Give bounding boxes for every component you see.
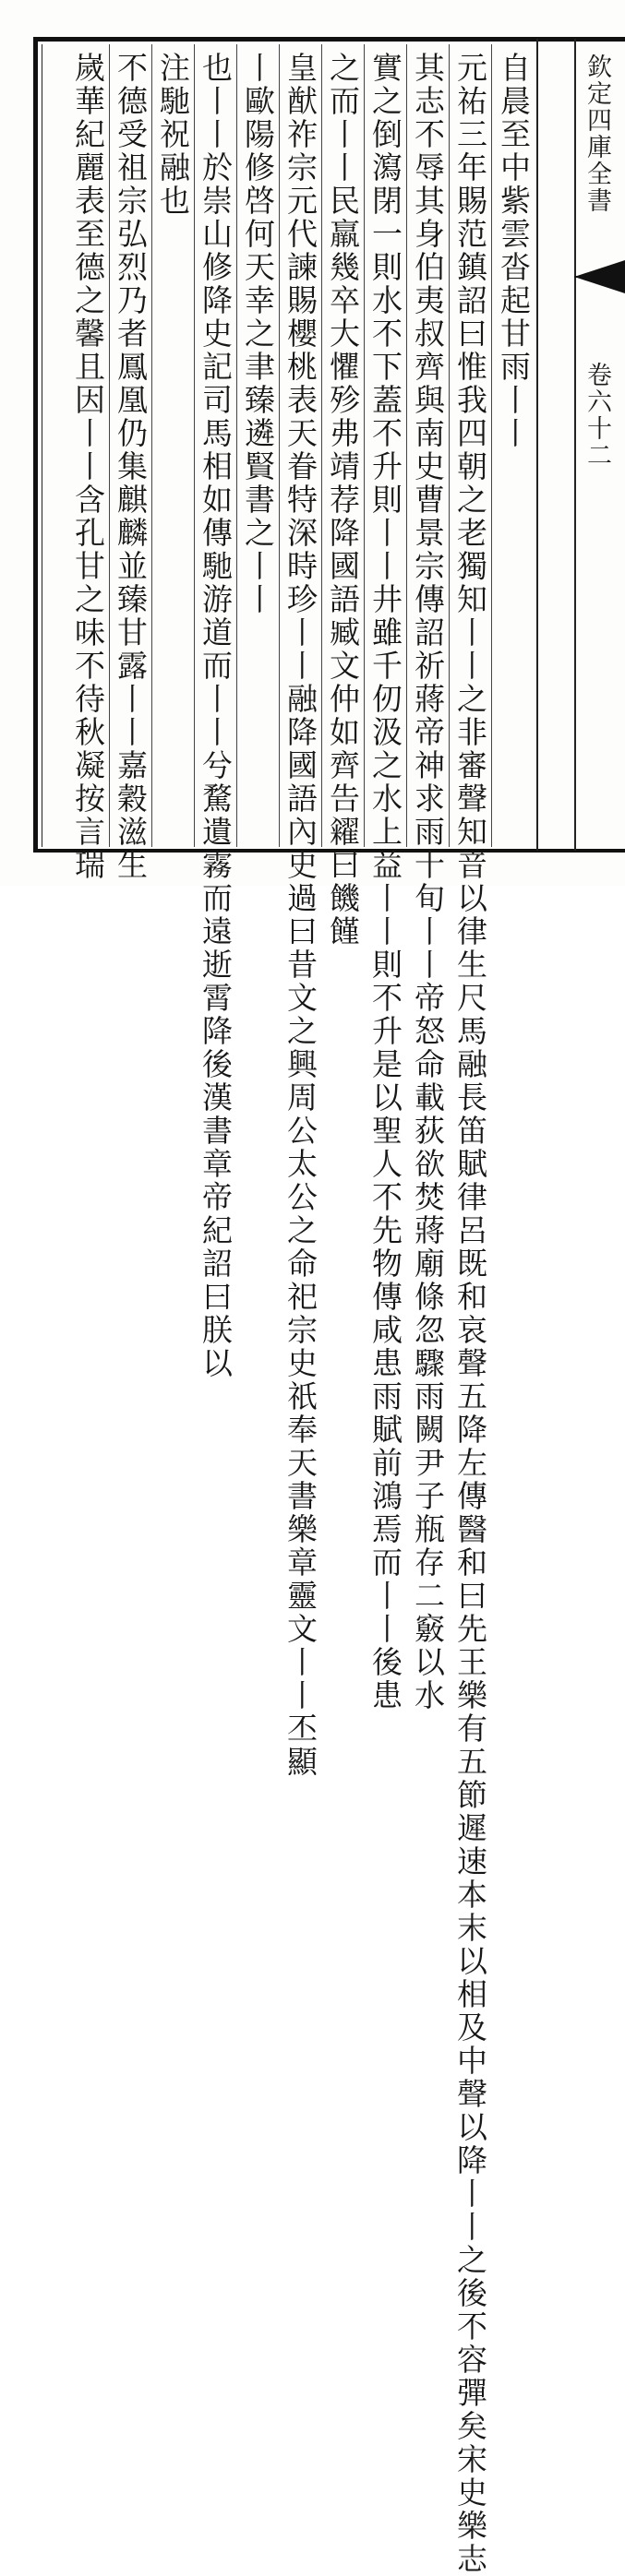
center-column-rule-right — [574, 39, 576, 851]
column-rule — [236, 44, 237, 847]
column-rule — [406, 44, 407, 847]
text-column-2: 元祐三年賜范鎮詔曰惟我四朝之老獨知丨丨之非審聲知音以律生尺馬融長笛賦律呂既和哀聲五降左傳醫和曰先王樂有五節遲速本末以相及中聲以降丨丨之後不容彈矣宋史樂志 — [452, 52, 488, 2576]
text-column-6: 皇猷祚宗元代諫賜櫻桃表天眷特深時珍丨丨融降國語內史過曰昔文之興周公太公之命祀宗史祇奉天書樂章靈文丨丨丕顯 — [282, 52, 319, 1779]
column-rule — [449, 44, 450, 847]
column-rule — [194, 44, 195, 847]
column-rule — [321, 44, 322, 847]
column-rule — [491, 44, 492, 847]
text-column-1: 自晨至中紫雲沓起甘雨丨丨 — [496, 52, 532, 450]
text-column-7: 丨歐陽修啓何天幸之聿臻遴賢書之丨丨 — [240, 52, 276, 616]
text-column-10: 不德受祖宗弘烈乃者鳳凰仍集麒麟並臻甘露丨丨嘉穀滋生 — [113, 52, 149, 882]
center-column-rule-left — [536, 39, 538, 851]
text-column-4: 實之倒瀉閉一則水不下蓋不升則丨丨井雖千仞汲之水上益丨丨則不升是以聖人不先物傳咸患雨賦前鴻焉而丨丨後患 — [367, 52, 403, 1712]
column-rule — [151, 44, 152, 847]
text-column-5: 之而丨丨民羸幾卒大懼殄弗靖荐降國語臧文仲如齊告糴曰饑饉 — [325, 52, 361, 948]
volume-number: 卷六十二 — [583, 362, 611, 469]
text-column-9: 注馳祝融也 — [155, 52, 191, 218]
book-title: 欽定四庫全書 — [583, 54, 611, 214]
fishtail-line — [574, 276, 625, 278]
column-rule — [109, 44, 110, 847]
text-column-8: 也丨丨於崇山修降史記司馬相如傳馳游道而丨丨兮騖遺霧而遠逝霄降後漢書章帝紀詔曰朕以 — [198, 52, 234, 1380]
text-column-11: 嵗華紀麗表至德之馨且因丨丨含孔甘之味不待秋凝按言瑞 — [70, 52, 106, 882]
frame-left-border — [33, 37, 38, 853]
column-rule — [364, 44, 365, 847]
column-rule — [279, 44, 280, 847]
text-column-3: 其志不辱其身伯夷叔齊與南史曹景宗傳詔祈蔣帝神求雨十旬丨丨帝怒命載荻欲焚蔣廟條忽驟雨闕尹子瓶存二竅以水 — [410, 52, 446, 1712]
